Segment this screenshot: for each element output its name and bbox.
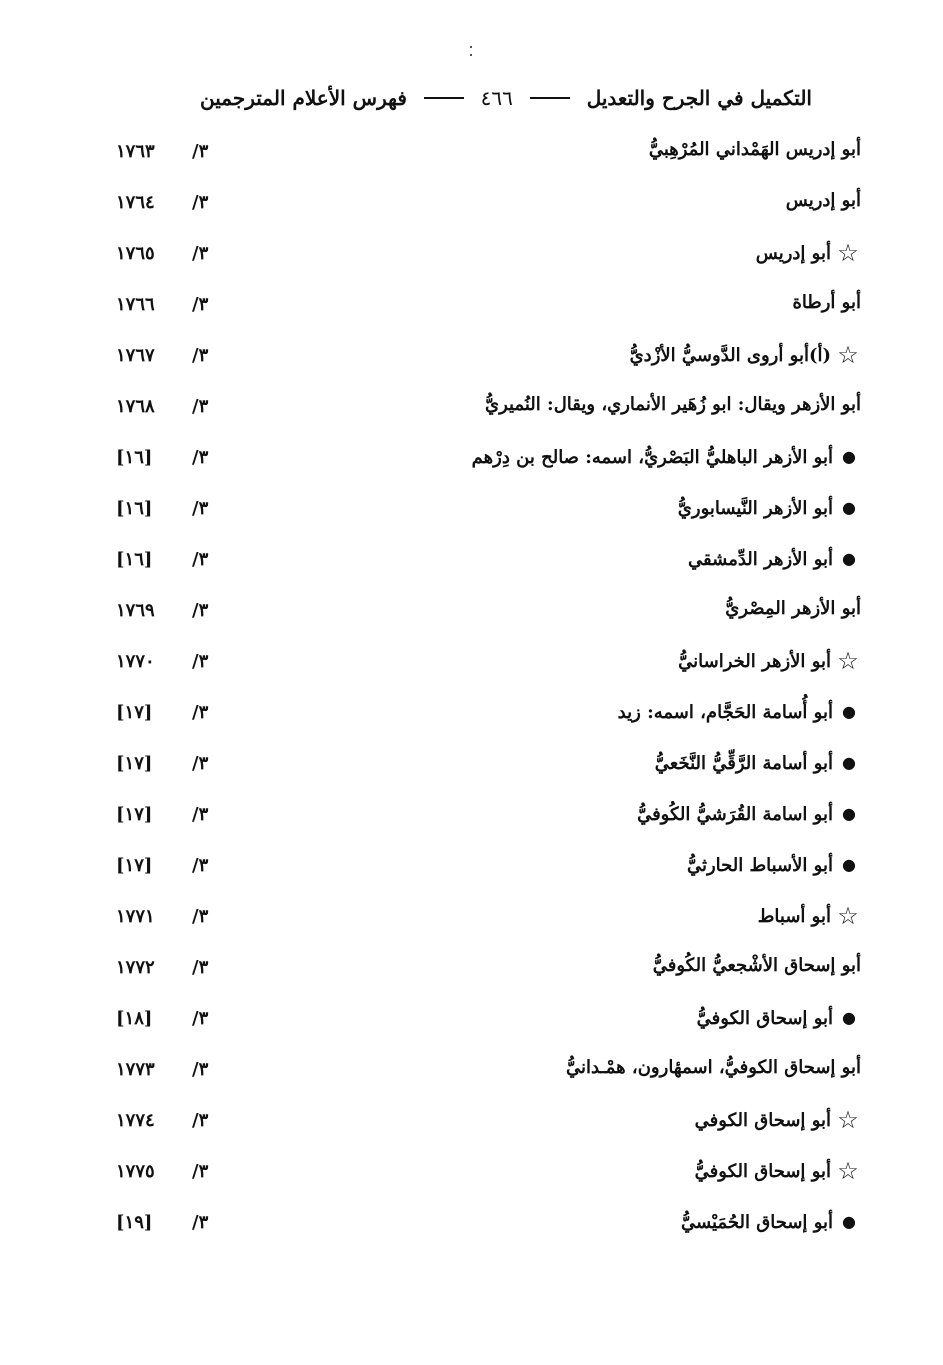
index-entry <box>0 439 943 490</box>
entry-volume: ٣/ <box>192 1110 209 1131</box>
bullet-icon: ● <box>842 804 856 823</box>
entry-volume: ٣/ <box>192 294 209 315</box>
entry-name: أبو إسحاق الكوفيُّ <box>694 1160 831 1182</box>
entry-name-cell <box>681 1210 861 1234</box>
entry-volume: ٣/ <box>192 1212 209 1233</box>
entry-name-cell <box>485 394 861 415</box>
entry-number: ١٧٧١ <box>116 906 155 927</box>
bullet-icon: ● <box>842 702 856 721</box>
entry-number: [١٦] <box>116 498 153 519</box>
entry-name: أبو الأزهر الخراسانيُّ <box>678 650 831 672</box>
index-entry <box>0 388 943 439</box>
entry-name-cell <box>678 649 861 673</box>
bullet-icon: ● <box>842 549 856 568</box>
entry-number: [١٧] <box>116 753 153 774</box>
entry-name-cell <box>472 445 861 469</box>
entry-name: أبو الأزهر الدِّمشقي <box>688 548 833 570</box>
entry-name: أبو اسامة القُرَشيُّ الكُوفيُّ <box>637 803 833 825</box>
entry-name: أبو الأزهر ويقال: ابو زُهَير الأنماري، ويقال: النُميريُّ <box>485 394 861 415</box>
index-entry <box>0 337 943 388</box>
star-icon: ☆ <box>837 902 859 930</box>
entry-name: أبو الأزهر النَّيسابوريُّ <box>677 497 833 519</box>
entry-number: ١٧٦٩ <box>116 600 155 621</box>
entry-number: ١٧٧٠ <box>116 651 155 672</box>
entry-name-cell <box>725 598 861 619</box>
entry-number: ١٧٧٤ <box>116 1110 155 1131</box>
bullet-icon: ● <box>842 855 856 874</box>
scan-specks <box>470 46 476 66</box>
entry-name: أبو إسحاق الكوفيُّ، اسمهٔارون، همْـدانيُّ <box>566 1057 861 1078</box>
entry-volume: ٣/ <box>192 192 209 213</box>
entry-name-cell <box>618 700 861 724</box>
entry-name-cell <box>697 1006 861 1030</box>
entry-number: [١٨] <box>116 1008 153 1029</box>
entry-volume: ٣/ <box>192 396 209 417</box>
entry-name: أبو إسحاق الكوفيُّ <box>696 1007 833 1029</box>
index-entry <box>0 1204 943 1255</box>
entry-name: أبو إدريس <box>755 242 831 264</box>
entry-number: ١٧٦٣ <box>116 141 155 162</box>
entry-number: ١٧٦٦ <box>116 294 155 315</box>
index-entry <box>0 1153 943 1204</box>
entry-name: أبو أسباط <box>757 905 831 927</box>
entry-name: أبو إسحاق الكوفي <box>694 1109 831 1131</box>
entry-volume: ٣/ <box>192 804 209 825</box>
entry-name: أبو الأسباط الحارثيُّ <box>686 854 833 876</box>
entry-name-cell <box>649 139 861 160</box>
index-entry <box>0 949 943 1000</box>
index-entry <box>0 133 943 184</box>
star-icon: ☆ <box>837 341 859 369</box>
entry-name: أبو أسامة الرَّقِّيُّ النَّخَعيُّ <box>654 752 833 774</box>
entry-name-cell <box>678 496 861 520</box>
entry-volume: ٣/ <box>192 1008 209 1029</box>
book-title: التكميل في الجرح والتعديل <box>586 86 812 110</box>
entry-name-cell <box>758 904 861 928</box>
index-entry <box>0 898 943 949</box>
entry-name: أبو إدريس <box>785 190 861 211</box>
index-entry <box>0 1000 943 1051</box>
index-entry <box>0 286 943 337</box>
entry-name: (أ)أبو أروى الدَّوسيُّ الأزْديُّ <box>629 344 831 366</box>
bullet-icon: ● <box>842 498 856 517</box>
entry-volume: ٣/ <box>192 600 209 621</box>
index-entry <box>0 541 943 592</box>
entry-number: [١٦] <box>116 447 153 468</box>
entry-name-cell <box>566 1057 861 1078</box>
index-entry <box>0 694 943 745</box>
star-icon: ☆ <box>837 647 859 675</box>
entry-volume: ٣/ <box>192 1059 209 1080</box>
entry-number: ١٧٧٣ <box>116 1059 155 1080</box>
entry-volume: ٣/ <box>192 855 209 876</box>
entry-name: أبو إسحاق الحُمَيْسيُّ <box>681 1211 833 1233</box>
header-dash <box>530 97 570 99</box>
entry-name: أبو إدريس الهَمْداني المُرْهِبيُّ <box>648 139 861 160</box>
entry-number: [١٧] <box>116 804 153 825</box>
entry-name-cell <box>695 1108 861 1132</box>
index-entries-list <box>0 133 943 1255</box>
entry-volume: ٣/ <box>192 1161 209 1182</box>
entry-name: أبو الأزهر المِصْريُّ <box>725 598 861 619</box>
index-entry <box>0 235 943 286</box>
entry-number: [١٦] <box>116 549 153 570</box>
entry-name: أبو الأزهر الباهليُّ البَصْريُّ، اسمه: صالح بن دِرْهم <box>471 446 833 468</box>
bullet-icon: ● <box>842 1008 856 1027</box>
entry-number: ١٧٧٢ <box>116 957 155 978</box>
entry-volume: ٣/ <box>192 141 209 162</box>
entry-volume: ٣/ <box>192 243 209 264</box>
index-entry <box>0 745 943 796</box>
entry-volume: ٣/ <box>192 549 209 570</box>
entry-number: ١٧٦٥ <box>116 243 155 264</box>
page-number: ٤٦٦ <box>480 86 513 110</box>
entry-name-cell <box>695 1159 861 1183</box>
entry-volume: ٣/ <box>192 957 209 978</box>
section-title: فهرس الأعلام المترجمين <box>200 86 407 110</box>
entry-name-cell <box>756 241 861 265</box>
entry-name-cell <box>786 190 861 211</box>
entry-name-cell <box>792 292 861 313</box>
entry-name-cell <box>687 853 861 877</box>
entry-number: [١٧] <box>116 702 153 723</box>
entry-name-cell <box>637 802 861 826</box>
index-entry <box>0 592 943 643</box>
entry-name-cell <box>653 955 861 976</box>
entry-number: ١٧٦٨ <box>116 396 155 417</box>
index-entry <box>0 1102 943 1153</box>
bullet-icon: ● <box>842 447 856 466</box>
star-icon: ☆ <box>837 1157 859 1185</box>
entry-name: أبو أُسامة الحَجَّام، اسمه: زيد <box>617 701 833 723</box>
entry-name: أبو أرطاة <box>792 292 861 313</box>
entry-volume: ٣/ <box>192 702 209 723</box>
entry-name: أبو إسحاق الأشْجعيُّ الكُوفيُّ <box>652 955 861 976</box>
index-entry <box>0 643 943 694</box>
index-entry <box>0 184 943 235</box>
entry-name-cell <box>655 751 861 775</box>
entry-name-cell <box>630 343 861 367</box>
entry-number: [١٩] <box>116 1212 153 1233</box>
header-dash <box>424 97 464 99</box>
entry-volume: ٣/ <box>192 345 209 366</box>
entry-number: [١٧] <box>116 855 153 876</box>
entry-number: ١٧٦٤ <box>116 192 155 213</box>
index-entry <box>0 847 943 898</box>
bullet-icon: ● <box>842 1212 856 1231</box>
index-entry <box>0 1051 943 1102</box>
entry-volume: ٣/ <box>192 651 209 672</box>
index-entry <box>0 796 943 847</box>
entry-volume: ٣/ <box>192 447 209 468</box>
running-header <box>200 80 812 116</box>
entry-name-cell <box>688 547 861 571</box>
entry-number: ١٧٧٥ <box>116 1161 155 1182</box>
entry-volume: ٣/ <box>192 753 209 774</box>
index-entry <box>0 490 943 541</box>
star-icon: ☆ <box>837 239 859 267</box>
entry-volume: ٣/ <box>192 498 209 519</box>
star-icon: ☆ <box>837 1106 859 1134</box>
entry-volume: ٣/ <box>192 906 209 927</box>
entry-number: ١٧٦٧ <box>116 345 155 366</box>
bullet-icon: ● <box>842 753 856 772</box>
